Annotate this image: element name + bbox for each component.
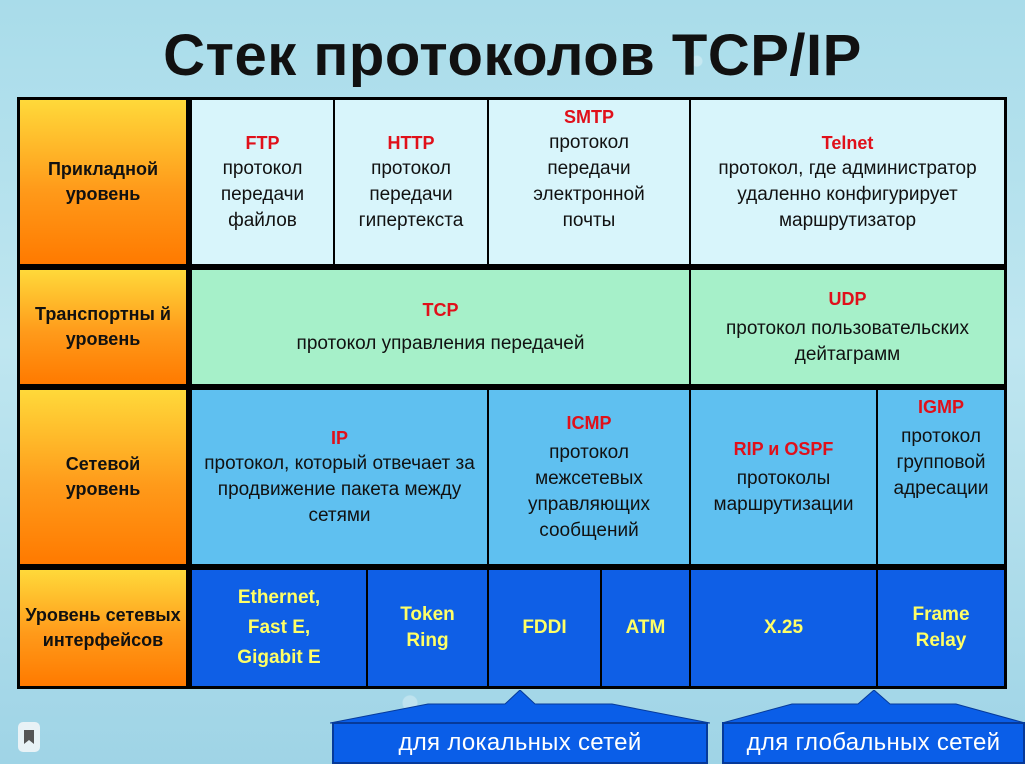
interface-token-ring: [368, 570, 487, 686]
global-networks-label: для глобальных сетей: [746, 729, 1001, 756]
protocol-desc: протокол управления передачей: [296, 333, 585, 354]
protocol-name: SMTP: [563, 107, 614, 127]
protocol-desc: протокол передачи гипертекста: [358, 158, 464, 231]
protocol-desc: протокол передачи электронной почты: [533, 132, 645, 231]
protocol-desc: протокол передачи файлов: [220, 158, 305, 231]
protocol-name: IGMP: [917, 397, 964, 417]
protocol-igmp: [878, 390, 1004, 564]
level-network: [20, 390, 186, 564]
local-networks-bar: [332, 722, 708, 764]
protocol-rip-ospf: [691, 390, 876, 564]
interface-label: Frame Relay: [912, 604, 970, 651]
level-interface-label: Уровень сетевых интерфейсов: [25, 605, 181, 650]
protocol-name: IP: [330, 428, 348, 448]
interface-frame-relay: [878, 570, 1004, 686]
page-title: Стек протоколов TCP/IP: [163, 23, 862, 88]
protocol-icmp: [489, 390, 689, 564]
protocol-smtp: [489, 100, 689, 264]
protocol-ftp: [192, 100, 333, 264]
interface-ethernet: [192, 570, 366, 686]
protocol-desc: протоколы маршрутизации: [713, 468, 854, 515]
global-networks-bar: [722, 722, 1025, 764]
protocol-http: [335, 100, 487, 264]
protocol-desc: протокол межсетевых управляющих сообщений: [528, 442, 650, 541]
interface-label: Ethernet, Fast E, Gigabit E: [237, 587, 321, 668]
protocol-desc: протокол, который отвечает за продвижение пакета между сетями: [204, 453, 475, 526]
local-bracket-arrow: [330, 690, 710, 724]
protocol-telnet: [691, 100, 1004, 264]
protocol-ip: [192, 390, 487, 564]
level-network-label: Сетевой уровень: [65, 454, 141, 499]
global-bracket-arrow: [722, 690, 1025, 724]
protocol-name: RIP и OSPF: [733, 439, 834, 459]
interface-label: FDDI: [522, 617, 567, 638]
protocol-name: Telnet: [821, 133, 874, 153]
interface-label: ATM: [625, 617, 666, 638]
local-networks-label: для локальных сетей: [398, 729, 642, 756]
protocol-name: ICMP: [566, 413, 612, 433]
protocol-desc: протокол групповой адресации: [893, 426, 989, 499]
level-transport-label: Транспортны й уровень: [35, 304, 171, 349]
level-transport: [20, 270, 186, 384]
interface-label: X.25: [763, 617, 804, 638]
protocol-udp: [691, 270, 1004, 384]
protocol-name: FTP: [245, 133, 280, 153]
interface-label: Token Ring: [400, 604, 455, 651]
level-application-label: Прикладной уровень: [47, 159, 159, 204]
protocol-name: TCP: [422, 300, 459, 320]
protocol-tcp: [192, 270, 689, 384]
bookmark-button[interactable]: [18, 722, 40, 752]
level-interface: [20, 570, 186, 686]
interface-fddi: [489, 570, 600, 686]
bookmark-icon: [23, 729, 35, 745]
protocol-desc: протокол, где администратор удаленно конфигурирует маршрутизатор: [718, 158, 977, 231]
protocol-name: UDP: [828, 289, 867, 309]
interface-x25: [691, 570, 876, 686]
protocol-name: HTTP: [387, 133, 435, 153]
protocol-desc: протокол пользовательских дейтаграмм: [726, 318, 969, 365]
protocol-stack-table: [17, 97, 1007, 689]
interface-atm: [602, 570, 689, 686]
level-application: [20, 100, 186, 264]
